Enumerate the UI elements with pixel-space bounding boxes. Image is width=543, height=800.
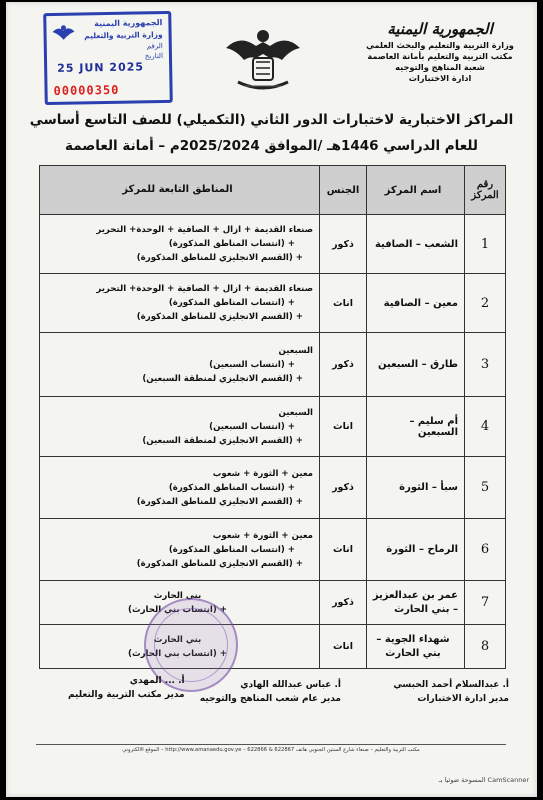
signature-curricula-director: [200, 678, 341, 706]
row-center: الشعب – الصافية: [367, 215, 465, 274]
row-center: أم سليم – السبعين: [367, 397, 465, 457]
stamp-line-4: التاريخ: [144, 52, 164, 61]
area-line: معين + الثورة + شعوب: [212, 468, 313, 479]
signature-name: أ. ... المهدي: [129, 676, 185, 686]
page-footer: مكتب التربية والتعليم – صنعاء شارع الستين الجنوبي هاتف 622867 & 622866 – http://www.amanaedu.gov.ye – الموقع الالكتروني: [36, 744, 506, 753]
table-row: [40, 397, 506, 457]
row-num: 5: [465, 457, 506, 519]
ministry-line-1: وزارة التربية والتعليم والبحث العلمي: [366, 40, 514, 50]
table-row: [40, 333, 506, 397]
row-num: 8: [465, 625, 506, 669]
area-line: + (القسم الانجليزي للمناطق المذكورة): [136, 253, 303, 263]
area-line: + (القسم الانجليزي لمنطقة السبعين): [142, 373, 303, 384]
republic-title: الجمهورية اليمنية: [387, 20, 493, 38]
yemen-eagle-emblem-icon: [220, 20, 306, 98]
row-center: طارق – السبعين: [367, 333, 465, 397]
area-line: + (القسم الانجليزي للمناطق المذكورة): [136, 496, 303, 507]
row-center: معين – الصافية: [367, 274, 465, 333]
stamp-line-2: وزارة التربية والتعليم: [84, 30, 163, 41]
area-line: معين + الثورة + شعوب: [212, 530, 313, 541]
area-line: + (انتساب المناطق المذكورة): [168, 298, 295, 308]
area-line: السبعين: [278, 345, 313, 356]
area-line: بني الحارث: [153, 590, 202, 601]
signature-title: مدير مكتب التربية والتعليم: [68, 690, 185, 700]
area-line: + (انتساب السبعين): [209, 421, 295, 432]
document-title-line-1: المراكز الاختبارية لاختبارات الدور الثاني (التكميلي) للصف التاسع أساسي: [29, 112, 514, 128]
area-line: + (القسم الانجليزي لمنطقة السبعين): [142, 435, 303, 446]
row-num: 7: [465, 581, 506, 625]
document-page: [6, 2, 537, 797]
signature-title: مدير ادارة الاختبارات: [417, 694, 509, 704]
row-num: 4: [465, 397, 506, 457]
table-header-row: [40, 166, 506, 215]
row-center: الرماح – الثورة: [367, 519, 465, 581]
area-line: + (انتساب المناطق المذكورة): [168, 544, 295, 555]
header-gender: الجنس: [320, 166, 367, 215]
area-line: + (القسم الانجليزي للمناطق المذكورة): [136, 558, 303, 569]
signature-office-director: [68, 674, 185, 702]
area-line: + (القسم الانجليزي للمناطق المذكورة): [136, 312, 303, 322]
row-gender: ذكور: [320, 581, 367, 625]
row-gender: اناث: [320, 625, 367, 669]
row-gender: ذكور: [320, 457, 367, 519]
row-areas: [40, 519, 320, 581]
row-areas: [40, 397, 320, 457]
area-line: + (انتساب بني الحارث): [128, 648, 227, 659]
row-areas: [40, 274, 320, 333]
document-title-line-2: للعام الدراسي 1446هـ /الموافق 2025/2024م – أمانة العاصمة: [65, 138, 478, 154]
stamp-date: 25 JUN 2025: [57, 60, 145, 75]
area-line: بني الحارث: [153, 634, 202, 645]
row-num: 2: [465, 274, 506, 333]
area-line: + (انتساب المناطق المذكورة): [168, 239, 295, 249]
row-gender: اناث: [320, 274, 367, 333]
table-row: [40, 581, 506, 625]
area-line: صنعاء القديمة + ازال + الصافية + الوحدة+ التحرير: [96, 284, 313, 294]
row-num: 6: [465, 519, 506, 581]
stamp-number: 00000350: [53, 82, 120, 98]
area-line: + (انتساب السبعين): [209, 359, 295, 370]
row-gender: اناث: [320, 397, 367, 457]
area-line: صنعاء القديمة + ازال + الصافية + الوحدة+ التحرير: [96, 225, 313, 235]
row-areas: [40, 215, 320, 274]
table-row: [40, 519, 506, 581]
signature-title: مدير عام شعب المناهج والتوجيه: [199, 694, 341, 704]
area-line: + (انتساب المناطق المذكورة): [168, 482, 295, 493]
header-areas: المناطق التابعة للمركز: [40, 166, 320, 215]
row-gender: ذكور: [320, 333, 367, 397]
signature-name: أ. عبدالسلام أحمد الحبسي: [393, 680, 509, 690]
table-row: [40, 625, 506, 669]
exam-centers-table: [39, 165, 506, 669]
header-num: رقم المركز: [465, 166, 506, 215]
ministry-header: [365, 20, 515, 84]
official-stamp: [43, 11, 173, 105]
area-line: + (انتساب بني الحارث): [128, 604, 227, 615]
ministry-line-2: مكتب التربية والتعليم بأمانة العاصمة: [367, 51, 513, 61]
row-areas: [40, 457, 320, 519]
scanner-watermark: CamScanner المسوحة ضوئيا بـ: [438, 776, 529, 784]
row-areas: [40, 333, 320, 397]
ministry-line-3: شعبة المناهج والتوجيه: [395, 62, 485, 72]
stamp-line-3: الرقم: [146, 42, 163, 51]
table-row: [40, 457, 506, 519]
row-gender: ذكور: [320, 215, 367, 274]
row-center: شهداء الجوية – بني الحارث: [367, 625, 465, 669]
signature-exams-director: [393, 678, 509, 706]
signature-name: أ. عباس عبدالله الهادي: [240, 680, 341, 690]
row-gender: اناث: [320, 519, 367, 581]
stamp-eagle-icon: [50, 22, 76, 48]
row-num: 3: [465, 333, 506, 397]
stamp-line-1: الجمهورية اليمنية: [94, 18, 163, 29]
area-line: السبعين: [278, 407, 313, 418]
row-center: عمر بن عبدالعزيز – بني الحارث: [367, 581, 465, 625]
row-num: 1: [465, 215, 506, 274]
table-row: [40, 215, 506, 274]
table-row: [40, 274, 506, 333]
header-center: اسم المركز: [367, 166, 465, 215]
ministry-line-4: ادارة الاختبارات: [408, 73, 472, 83]
row-center: سبأ – الثورة: [367, 457, 465, 519]
